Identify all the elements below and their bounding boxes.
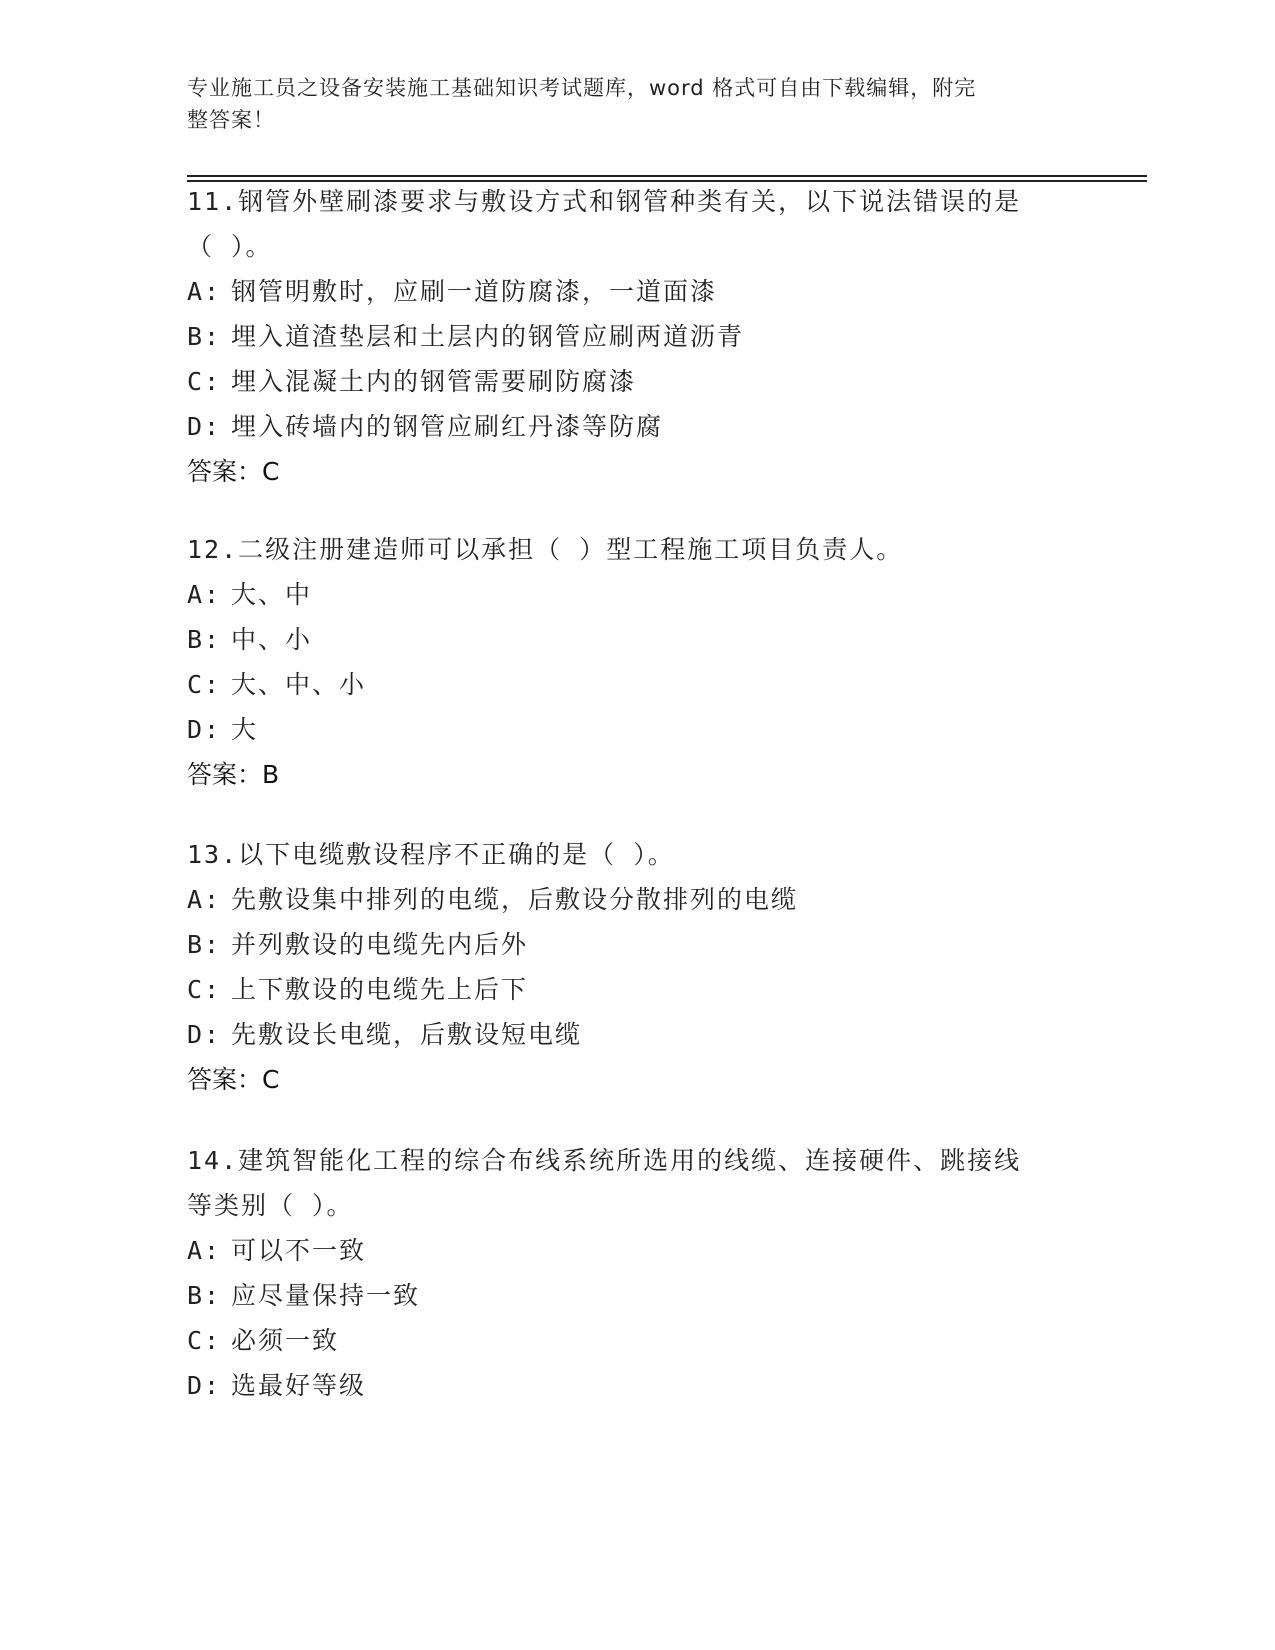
- question-13: [187, 832, 1087, 1102]
- option-text: 钢管明敷时，应刷一道防腐漆，一道面漆: [231, 277, 718, 306]
- question-stem-cont: （ ）。: [187, 232, 273, 261]
- option-letter: B:: [187, 930, 222, 959]
- option-c: [187, 359, 1087, 404]
- header-divider-top: [187, 175, 1147, 177]
- option-b: [187, 922, 1087, 967]
- question-12: [187, 527, 1087, 797]
- option-text: 可以不一致: [231, 1236, 367, 1265]
- question-stem-cont: 等类别（ ）。: [187, 1191, 354, 1220]
- question-stem: 11.钢管外壁刷漆要求与敷设方式和钢管种类有关，以下说法错误的是: [187, 187, 1022, 216]
- question-stem: 12.二级注册建造师可以承担（ ）型工程施工项目负责人。: [187, 535, 904, 564]
- document-header: [187, 72, 1067, 136]
- option-a: [187, 1228, 1087, 1273]
- question-11: [187, 179, 1087, 494]
- question-stem: 14.建筑智能化工程的综合布线系统所选用的线缆、连接硬件、跳接线: [187, 1146, 1022, 1175]
- option-letter: C:: [187, 975, 222, 1004]
- option-a: [187, 572, 1087, 617]
- option-d: [187, 1012, 1087, 1057]
- option-c: [187, 967, 1087, 1012]
- header-title-line2: 整答案！: [187, 108, 275, 132]
- option-c: [187, 1318, 1087, 1363]
- option-text: 先敷设长电缆，后敷设短电缆: [231, 1020, 583, 1049]
- answer: 答案：C: [187, 1065, 280, 1094]
- option-d: [187, 707, 1087, 752]
- option-letter: A:: [187, 277, 222, 306]
- question-stem: 13.以下电缆敷设程序不正确的是（ ）。: [187, 840, 675, 869]
- option-b: [187, 1273, 1087, 1318]
- option-text: 埋入砖墙内的钢管应刷红丹漆等防腐: [231, 412, 664, 441]
- answer: 答案：B: [187, 760, 280, 789]
- option-letter: C:: [187, 367, 222, 396]
- option-c: [187, 662, 1087, 707]
- option-text: 大、中: [231, 580, 313, 609]
- option-text: 必须一致: [231, 1326, 340, 1355]
- option-text: 并列敷设的电缆先内后外: [231, 930, 529, 959]
- option-letter: D:: [187, 1020, 222, 1049]
- option-text: 埋入混凝土内的钢管需要刷防腐漆: [231, 367, 637, 396]
- option-letter: C:: [187, 670, 222, 699]
- question-14: [187, 1138, 1087, 1408]
- option-d: [187, 1363, 1087, 1408]
- option-a: [187, 877, 1087, 922]
- option-letter: B:: [187, 625, 222, 654]
- option-letter: A:: [187, 885, 222, 914]
- option-text: 先敷设集中排列的电缆，后敷设分散排列的电缆: [231, 885, 799, 914]
- option-letter: B:: [187, 1281, 222, 1310]
- option-letter: D:: [187, 715, 222, 744]
- option-letter: D:: [187, 1371, 222, 1400]
- option-text: 选最好等级: [231, 1371, 367, 1400]
- option-text: 埋入道渣垫层和土层内的钢管应刷两道沥青: [231, 322, 745, 351]
- header-title-line1: 专业施工员之设备安装施工基础知识考试题库，word 格式可自由下载编辑，附完: [187, 76, 977, 100]
- option-letter: D:: [187, 412, 222, 441]
- option-text: 大: [231, 715, 259, 744]
- option-b: [187, 617, 1087, 662]
- option-letter: A:: [187, 580, 222, 609]
- option-text: 上下敷设的电缆先上后下: [231, 975, 529, 1004]
- option-letter: C:: [187, 1326, 222, 1355]
- answer: 答案：C: [187, 457, 280, 486]
- option-letter: B:: [187, 322, 222, 351]
- option-a: [187, 269, 1087, 314]
- option-letter: A:: [187, 1236, 222, 1265]
- option-b: [187, 314, 1087, 359]
- option-text: 大、中、小: [231, 670, 367, 699]
- option-text: 应尽量保持一致: [231, 1281, 421, 1310]
- option-d: [187, 404, 1087, 449]
- option-text: 中、小: [231, 625, 313, 654]
